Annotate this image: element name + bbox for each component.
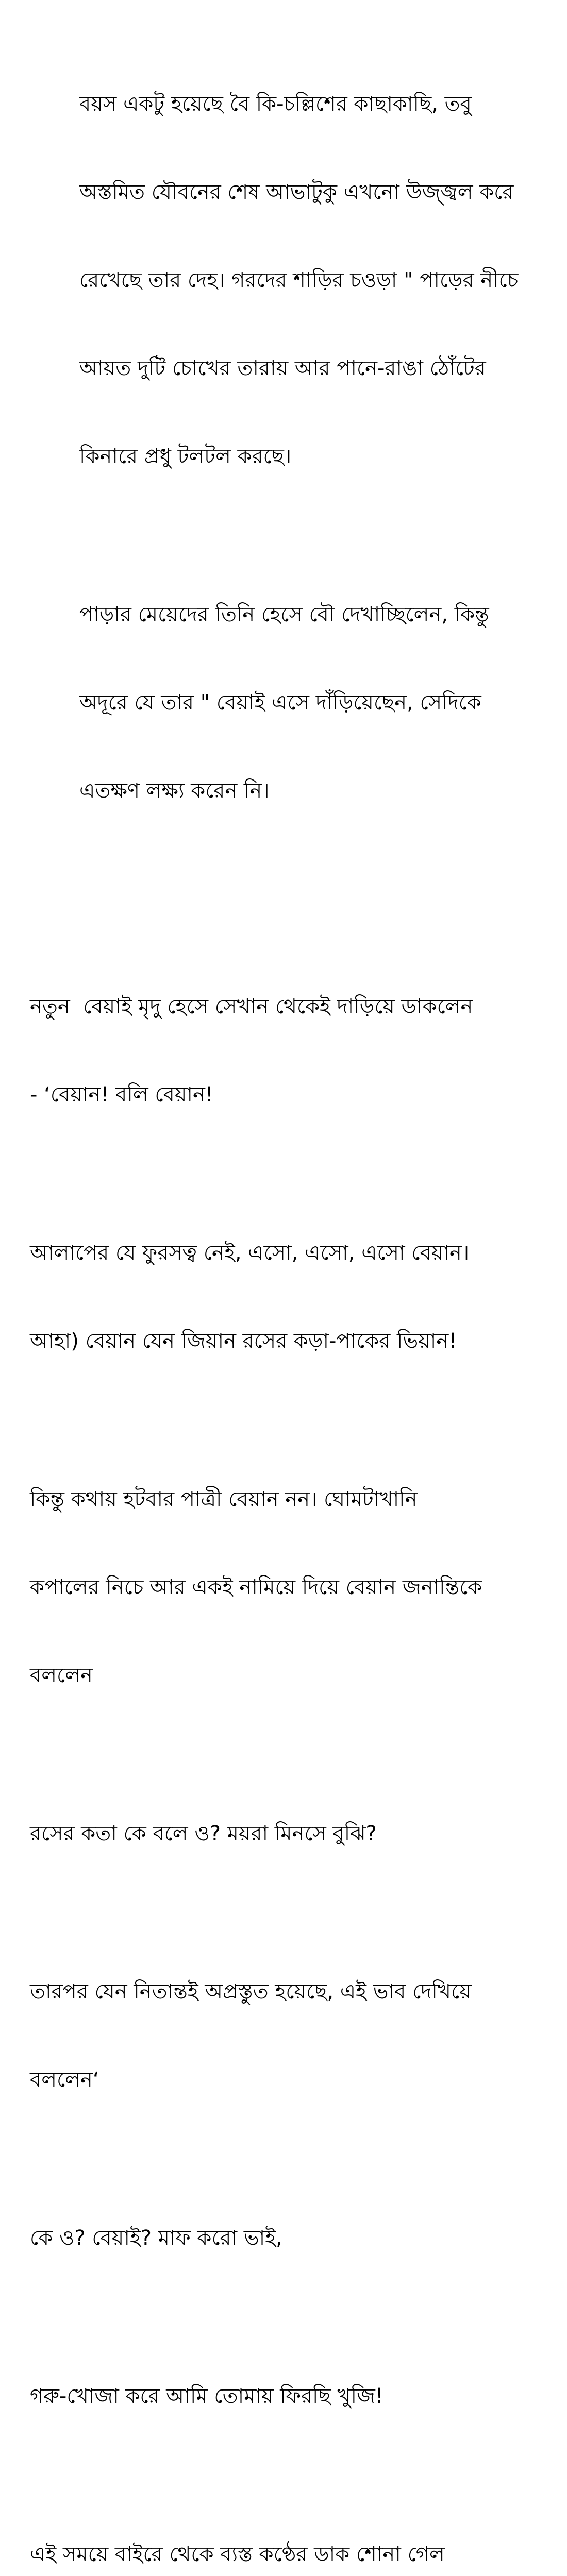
text-line: আয়ত দুটি চোখের তারায় আর পানে-রাঙা ঠোঁটের (79, 357, 486, 380)
text-line: কিন্তু কথায় হটবার পাত্রী বেয়ান নন। ঘোমটাখানি (30, 1487, 418, 1511)
text-line: বললেন‘ (30, 2068, 99, 2092)
text-line: পাড়ার মেয়েদের তিনি হেসে বৌ দেখাচ্ছিলেন, কিন্তু (79, 603, 489, 626)
text-line: রেখেছে তার দেহ। গরদের শাড়ির চওড়া " পাড়ের নীচে (79, 268, 519, 292)
text-line: এই সময়ে বাইরে থেকে ব্যস্ত কণ্ঠের ডাক শোনা গেল (30, 2543, 445, 2566)
paragraph-10 (30, 2481, 536, 2576)
paragraph-9 (30, 2323, 536, 2470)
text-line: কপালের নিচে আর একই নামিয়ে দিয়ে বেয়ান জনান্তিকে (30, 1575, 482, 1599)
text-line: আহা) বেয়ান যেন জিয়ান রসের কড়া-পাকের ভিয়ান! (30, 1329, 457, 1353)
text-line: বললেন (30, 1664, 93, 1687)
paragraph-3 (30, 934, 536, 1168)
text-line: কিনারে প্রধু টলটল করছে। (79, 445, 292, 468)
text-line: রসের কতা কে বলে ও? ময়রা মিনসে বুঝি? (30, 1822, 377, 1845)
text-line: তারপর যেন নিতান্তই অপ্রস্তুত হয়েছে, এই ভাব দেখিয়ে (30, 1980, 472, 2004)
text-line: অস্তমিত যৌবনের শেষ আভাটুকু এখনো উজ্জ্বল করে (79, 180, 514, 204)
paragraph-4 (30, 1180, 536, 1415)
paragraph-2 (30, 541, 536, 865)
paragraph-7 (30, 1919, 536, 2154)
text-line: অদূরে যে তার " বেয়াই এসে দাঁড়িয়েছেন, সেদিকে (79, 691, 481, 715)
paragraph-5 (30, 1426, 536, 1749)
text-line: - ‘বেয়ান! বলি বেয়ান! (30, 1083, 213, 1107)
text-line: কে ও? বেয়াই? মাফ করো ভাই, (30, 2226, 282, 2250)
text-line: এতক্ষণ লক্ষ্য করেন নি। (79, 779, 270, 803)
paragraph-8 (30, 2165, 536, 2312)
blank-gap (30, 876, 536, 934)
text-line: গরু-খোজা করে আমি তোমায় ফিরছি খুজি! (30, 2384, 383, 2408)
text-line: নতুন বেয়াই মৃদু হেসে সেখান থেকেই দাড়িয়ে ডাকলেন (30, 995, 473, 1019)
paragraph-1 (30, 31, 536, 530)
paragraph-6 (30, 1760, 536, 1907)
text-line: বয়স একটু হয়েছে বৈ কি-চল্লিশের কাছাকাছি, তবু (79, 92, 472, 116)
text-line: আলাপের যে ফুরসত্ব নেই, এসো, এসো, এসো বেয়ান। (30, 1241, 470, 1265)
